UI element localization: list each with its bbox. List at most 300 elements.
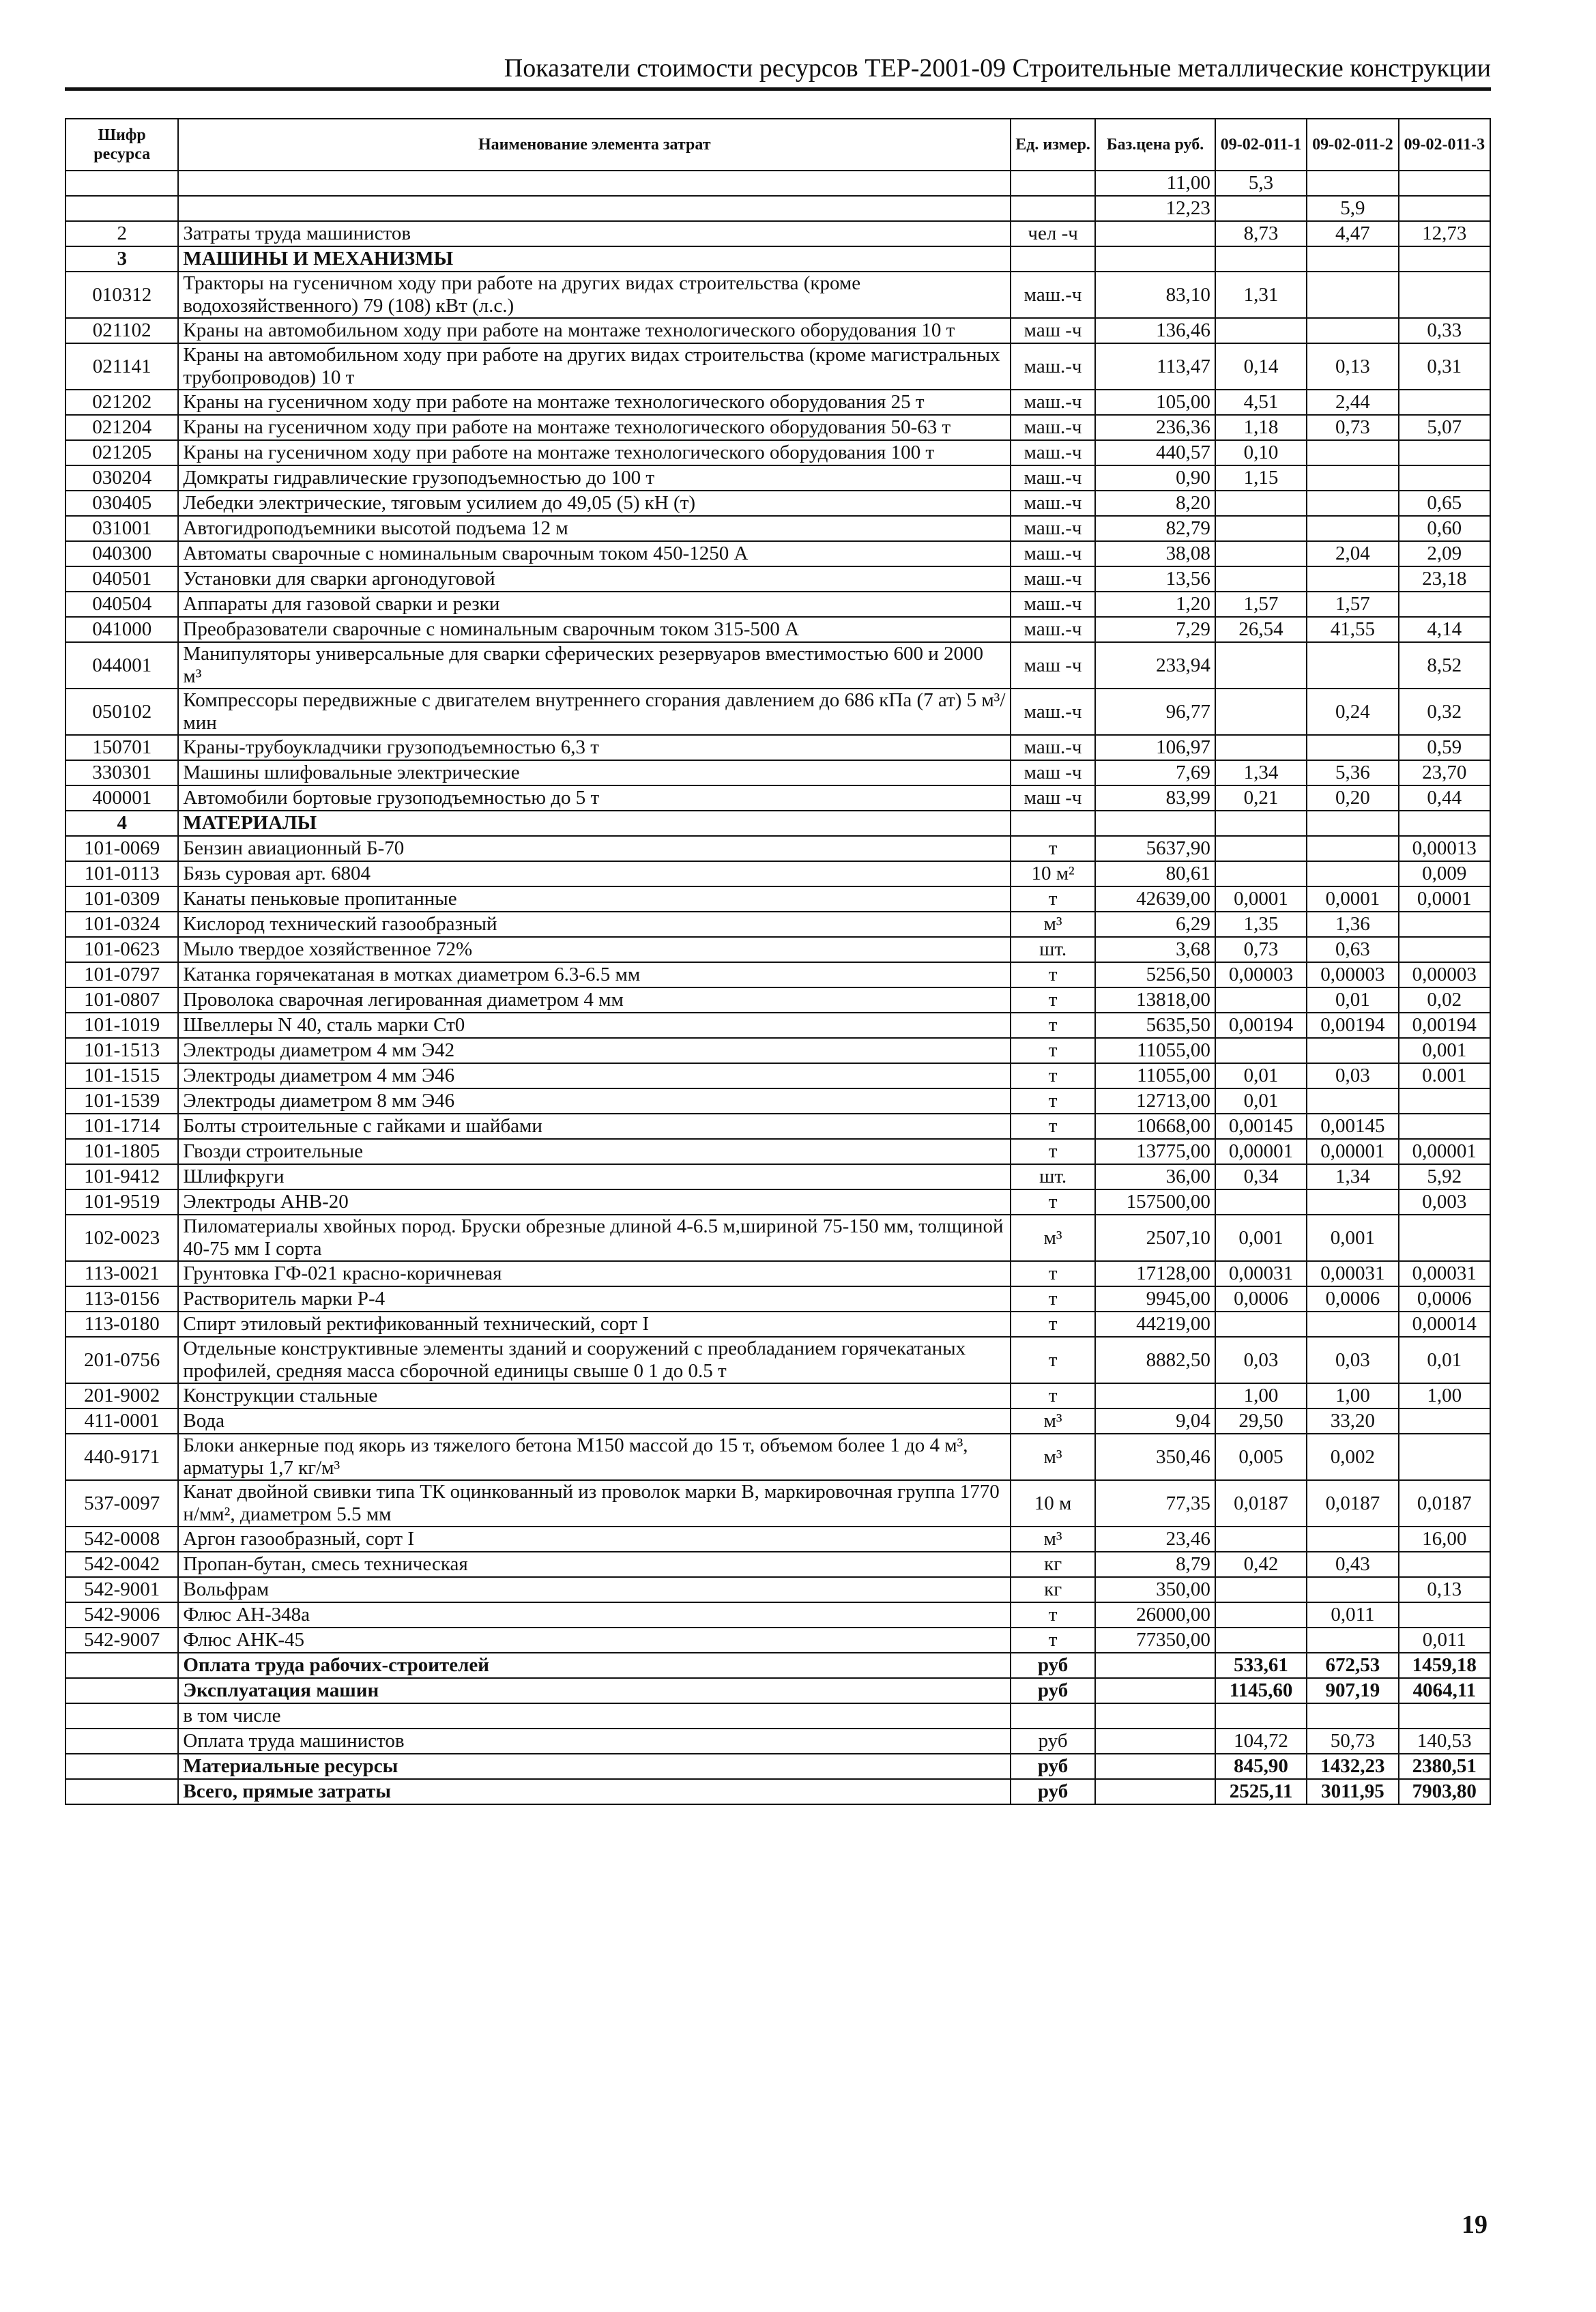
cell-code: 113-0021 [66, 1261, 178, 1286]
cell-unit: т [1011, 1013, 1095, 1038]
cell-col1: 0,03 [1215, 1337, 1307, 1383]
table-row [66, 1552, 1490, 1577]
cell-col1: 1,34 [1215, 760, 1307, 785]
cell-unit: маш.-ч [1011, 516, 1095, 541]
cell-col2 [1307, 811, 1398, 836]
table-row [66, 836, 1490, 861]
cell-col1: 0,00031 [1215, 1261, 1307, 1286]
cell-code: 101-0309 [66, 886, 178, 912]
cell-code: 150701 [66, 735, 178, 760]
cell-code [66, 1754, 178, 1779]
cell-base-price: 83,99 [1095, 785, 1215, 811]
header-col2: 09-02-011-2 [1307, 119, 1398, 171]
cell-col3: 23,18 [1399, 566, 1490, 592]
cell-name: Канаты пеньковые пропитанные [178, 886, 1011, 912]
cell-base-price: 23,46 [1095, 1527, 1215, 1552]
header-col1: 09-02-011-1 [1215, 119, 1307, 171]
cell-col3 [1399, 1215, 1490, 1261]
cell-code: 041000 [66, 617, 178, 642]
table-row [66, 886, 1490, 912]
cell-name: Шлифкруги [178, 1164, 1011, 1189]
cell-col3: 0,00001 [1399, 1139, 1490, 1164]
cell-code: 330301 [66, 760, 178, 785]
cell-unit: маш.-ч [1011, 343, 1095, 390]
cell-col3: 0,33 [1399, 318, 1490, 343]
cell-col2: 907,19 [1307, 1678, 1398, 1703]
table-row [66, 735, 1490, 760]
cell-col3 [1399, 196, 1490, 221]
cell-base-price: 82,79 [1095, 516, 1215, 541]
table-row [66, 1164, 1490, 1189]
cell-col1 [1215, 836, 1307, 861]
cell-col1: 29,50 [1215, 1408, 1307, 1434]
cell-base-price: 44219,00 [1095, 1312, 1215, 1337]
cell-col3: 0,44 [1399, 785, 1490, 811]
cell-col2: 0,24 [1307, 689, 1398, 735]
cell-code [66, 1779, 178, 1804]
cell-col2: 0,0187 [1307, 1480, 1398, 1527]
cell-col3: 0,0001 [1399, 886, 1490, 912]
cell-base-price: 83,10 [1095, 272, 1215, 318]
cell-code: 021141 [66, 343, 178, 390]
cell-col2 [1307, 1189, 1398, 1215]
cell-col2: 4,47 [1307, 221, 1398, 246]
cell-base-price [1095, 1678, 1215, 1703]
cell-col1: 0,14 [1215, 343, 1307, 390]
page-title: Показатели стоимости ресурсов ТЕР-2001-09 Строительные металлические конструкции [504, 54, 1491, 83]
cell-unit: руб [1011, 1678, 1095, 1703]
cell-name: Бензин авиационный Б-70 [178, 836, 1011, 861]
cell-base-price [1095, 811, 1215, 836]
cell-col1: 0,73 [1215, 937, 1307, 962]
cell-col2: 5,9 [1307, 196, 1398, 221]
cell-code: 101-1513 [66, 1038, 178, 1063]
cell-col3: 2380,51 [1399, 1754, 1490, 1779]
cell-col1 [1215, 246, 1307, 272]
cell-name [178, 196, 1011, 221]
table-row [66, 516, 1490, 541]
cell-unit: маш.-ч [1011, 272, 1095, 318]
table-row [66, 566, 1490, 592]
cell-col2 [1307, 318, 1398, 343]
cell-base-price: 3,68 [1095, 937, 1215, 962]
cell-name: Краны на гусеничном ходу при работе на монтаже технологического оборудования 25 т [178, 390, 1011, 415]
cell-unit: руб [1011, 1729, 1095, 1754]
cell-col2: 5,36 [1307, 760, 1398, 785]
table-row [66, 1189, 1490, 1215]
cell-unit: 10 м² [1011, 861, 1095, 886]
total-row [66, 1779, 1490, 1804]
cell-col1 [1215, 735, 1307, 760]
cell-unit: маш.-ч [1011, 689, 1095, 735]
cell-col2 [1307, 642, 1398, 689]
table-row [66, 1038, 1490, 1063]
cell-code: 021202 [66, 390, 178, 415]
cell-unit: т [1011, 836, 1095, 861]
header-col3: 09-02-011-3 [1399, 119, 1490, 171]
cell-base-price: 13775,00 [1095, 1139, 1215, 1164]
cell-unit: т [1011, 1139, 1095, 1164]
cell-base-price: 12,23 [1095, 196, 1215, 221]
cell-col3: 0,60 [1399, 516, 1490, 541]
table-row [66, 689, 1490, 735]
cell-code: 101-9412 [66, 1164, 178, 1189]
cell-unit: т [1011, 1088, 1095, 1114]
cell-code [66, 1729, 178, 1754]
cell-col2 [1307, 246, 1398, 272]
cell-base-price: 113,47 [1095, 343, 1215, 390]
cell-col3: 16,00 [1399, 1527, 1490, 1552]
cell-col3 [1399, 1114, 1490, 1139]
cell-col2: 3011,95 [1307, 1779, 1398, 1804]
cell-code: 542-0042 [66, 1552, 178, 1577]
cell-unit: маш.-ч [1011, 566, 1095, 592]
cell-name: Оплата труда рабочих-строителей [178, 1653, 1011, 1678]
table-row [66, 221, 1490, 246]
cell-unit: чел -ч [1011, 221, 1095, 246]
cell-unit: маш.-ч [1011, 440, 1095, 465]
table-row [66, 1063, 1490, 1088]
table-row [66, 343, 1490, 390]
cell-col3 [1399, 1434, 1490, 1480]
cell-unit: маш.-ч [1011, 592, 1095, 617]
cell-name: Гвозди строительные [178, 1139, 1011, 1164]
cell-code: 101-0324 [66, 912, 178, 937]
table-row [66, 1139, 1490, 1164]
cell-base-price: 11,00 [1095, 171, 1215, 196]
table-row [66, 318, 1490, 343]
cell-name: Мыло твердое хозяйственное 72% [178, 937, 1011, 962]
cell-col2 [1307, 1703, 1398, 1729]
cell-base-price: 7,69 [1095, 760, 1215, 785]
cell-code: 040300 [66, 541, 178, 566]
cell-name: Катанка горячекатаная в мотках диаметром 6.3-6.5 мм [178, 962, 1011, 987]
cell-base-price [1095, 1703, 1215, 1729]
cell-code: 050102 [66, 689, 178, 735]
cell-name: Блоки анкерные под якорь из тяжелого бетона М150 массой до 15 т, объемом более 1 до 4 м³, арматуры 1,7 кг/м³ [178, 1434, 1011, 1480]
cell-col2 [1307, 171, 1398, 196]
cell-col2 [1307, 491, 1398, 516]
table-row [66, 1337, 1490, 1383]
cell-name: Вольфрам [178, 1577, 1011, 1602]
cell-code: 411-0001 [66, 1408, 178, 1434]
cell-col1 [1215, 861, 1307, 886]
page-number: 19 [1462, 2210, 1488, 2239]
cell-col2: 0,0001 [1307, 886, 1398, 912]
cell-base-price [1095, 1383, 1215, 1408]
table-header-row [66, 119, 1490, 171]
cell-base-price: 26000,00 [1095, 1602, 1215, 1628]
cell-col3: 140,53 [1399, 1729, 1490, 1754]
cell-code: 044001 [66, 642, 178, 689]
cell-unit: м³ [1011, 1215, 1095, 1261]
cell-code: 030204 [66, 465, 178, 491]
cell-col3: 0,00031 [1399, 1261, 1490, 1286]
table-row [66, 390, 1490, 415]
cell-code [66, 171, 178, 196]
cell-col2: 0,03 [1307, 1063, 1398, 1088]
cell-name: Вода [178, 1408, 1011, 1434]
cell-col2 [1307, 1577, 1398, 1602]
cell-code: 101-0797 [66, 962, 178, 987]
cell-base-price [1095, 1729, 1215, 1754]
table-row [66, 491, 1490, 516]
cell-col2: 1,36 [1307, 912, 1398, 937]
header-code: Шифр ресурса [66, 119, 178, 171]
title-rule [65, 87, 1491, 91]
cell-code: 021205 [66, 440, 178, 465]
table-row [66, 465, 1490, 491]
cell-code: 101-1515 [66, 1063, 178, 1088]
cell-base-price: 8,79 [1095, 1552, 1215, 1577]
cell-name: Проволока сварочная легированная диаметром 4 мм [178, 987, 1011, 1013]
cell-col1: 0,0001 [1215, 886, 1307, 912]
cell-col1: 1,35 [1215, 912, 1307, 937]
cell-unit [1011, 1703, 1095, 1729]
cell-unit: шт. [1011, 937, 1095, 962]
cell-base-price: 80,61 [1095, 861, 1215, 886]
cell-unit: руб [1011, 1754, 1095, 1779]
cell-name: Оплата труда машинистов [178, 1729, 1011, 1754]
cell-name: Кислород технический газообразный [178, 912, 1011, 937]
cell-base-price: 106,97 [1095, 735, 1215, 760]
cell-code: 101-0069 [66, 836, 178, 861]
cell-code: 400001 [66, 785, 178, 811]
cell-col3 [1399, 1408, 1490, 1434]
cell-name: Установки для сварки аргонодуговой [178, 566, 1011, 592]
cell-code: 031001 [66, 516, 178, 541]
cell-col2: 2,44 [1307, 390, 1398, 415]
table-row [66, 1480, 1490, 1527]
cell-name: Флюс АН-348а [178, 1602, 1011, 1628]
table-row [66, 415, 1490, 440]
table-row [66, 1434, 1490, 1480]
cell-col2 [1307, 516, 1398, 541]
cell-col1 [1215, 196, 1307, 221]
cell-name: Домкраты гидравлические грузоподъемностью до 100 т [178, 465, 1011, 491]
cell-col2 [1307, 272, 1398, 318]
cell-base-price: 350,46 [1095, 1434, 1215, 1480]
cell-col3 [1399, 811, 1490, 836]
cell-code: 542-0008 [66, 1527, 178, 1552]
table-row [66, 1013, 1490, 1038]
cell-unit: т [1011, 1383, 1095, 1408]
cell-name: Машины шлифовальные электрические [178, 760, 1011, 785]
table-row [66, 440, 1490, 465]
cell-col2: 1,57 [1307, 592, 1398, 617]
cell-col3 [1399, 1088, 1490, 1114]
cell-col1: 4,51 [1215, 390, 1307, 415]
cell-base-price: 5635,50 [1095, 1013, 1215, 1038]
cell-code [66, 1678, 178, 1703]
cell-unit: м³ [1011, 1527, 1095, 1552]
cell-col3 [1399, 592, 1490, 617]
cell-code: 101-1805 [66, 1139, 178, 1164]
table-row [66, 1527, 1490, 1552]
cell-col1 [1215, 318, 1307, 343]
cell-unit: руб [1011, 1653, 1095, 1678]
cell-name: Краны на гусеничном ходу при работе на монтаже технологического оборудования 100 т [178, 440, 1011, 465]
cell-col1: 1,00 [1215, 1383, 1307, 1408]
cell-code [66, 196, 178, 221]
cell-col3: 5,07 [1399, 415, 1490, 440]
cell-name: Электроды диаметром 4 мм Э46 [178, 1063, 1011, 1088]
cell-name: Затраты труда машинистов [178, 221, 1011, 246]
cell-name: Растворитель марки Р-4 [178, 1286, 1011, 1312]
cell-unit: т [1011, 987, 1095, 1013]
cell-name: Краны на автомобильном ходу при работе на монтаже технологического оборудования 10 т [178, 318, 1011, 343]
cell-name: Спирт этиловый ректификованный технический, сорт I [178, 1312, 1011, 1337]
cell-base-price: 7,29 [1095, 617, 1215, 642]
cell-col2: 0,00145 [1307, 1114, 1398, 1139]
cell-col2: 2,04 [1307, 541, 1398, 566]
cell-col1: 0,00001 [1215, 1139, 1307, 1164]
cell-name: Электроды диаметром 8 мм Э46 [178, 1088, 1011, 1114]
cell-col1 [1215, 987, 1307, 1013]
cell-unit: маш.-ч [1011, 617, 1095, 642]
cell-col2: 1,00 [1307, 1383, 1398, 1408]
cell-code: 030405 [66, 491, 178, 516]
cell-col1: 0,0187 [1215, 1480, 1307, 1527]
cell-col3 [1399, 272, 1490, 318]
cell-col2: 0,03 [1307, 1337, 1398, 1383]
cell-code: 010312 [66, 272, 178, 318]
cell-col3: 0,0006 [1399, 1286, 1490, 1312]
cell-col1 [1215, 1577, 1307, 1602]
cell-unit: маш -ч [1011, 785, 1095, 811]
cell-col2: 0,001 [1307, 1215, 1398, 1261]
cell-base-price: 13,56 [1095, 566, 1215, 592]
cell-col2: 0,00031 [1307, 1261, 1398, 1286]
cell-col1 [1215, 566, 1307, 592]
cell-unit: маш.-ч [1011, 465, 1095, 491]
cell-col1: 2525,11 [1215, 1779, 1307, 1804]
table-row [66, 785, 1490, 811]
table-row [66, 642, 1490, 689]
cell-col1: 1,31 [1215, 272, 1307, 318]
cell-col3: 0,65 [1399, 491, 1490, 516]
cell-col3: 23,70 [1399, 760, 1490, 785]
cell-unit: шт. [1011, 1164, 1095, 1189]
cell-col1: 1,15 [1215, 465, 1307, 491]
cell-base-price [1095, 1754, 1215, 1779]
table-body [66, 171, 1490, 1804]
cell-col3: 8,52 [1399, 642, 1490, 689]
table-row [66, 937, 1490, 962]
cell-name: Материальные ресурсы [178, 1754, 1011, 1779]
cell-unit: м³ [1011, 1408, 1095, 1434]
cell-col2: 0,002 [1307, 1434, 1398, 1480]
cell-col1: 0,42 [1215, 1552, 1307, 1577]
cell-base-price: 11055,00 [1095, 1063, 1215, 1088]
cell-col2: 50,73 [1307, 1729, 1398, 1754]
cell-unit [1011, 196, 1095, 221]
cell-col2 [1307, 1628, 1398, 1653]
cell-code: 113-0156 [66, 1286, 178, 1312]
cell-col1 [1215, 642, 1307, 689]
cell-col3: 0,00013 [1399, 836, 1490, 861]
cell-col3: 7903,80 [1399, 1779, 1490, 1804]
cell-col1 [1215, 1312, 1307, 1337]
cell-col1 [1215, 541, 1307, 566]
cell-code: 101-1539 [66, 1088, 178, 1114]
total-row [66, 1653, 1490, 1678]
cell-unit: т [1011, 1063, 1095, 1088]
cell-col3: 4,14 [1399, 617, 1490, 642]
cell-code: 542-9006 [66, 1602, 178, 1628]
table-row [66, 987, 1490, 1013]
cell-name: Манипуляторы универсальные для сварки сферических резервуаров вместимостью 600 и 2000 м³ [178, 642, 1011, 689]
cell-base-price: 6,29 [1095, 912, 1215, 937]
cell-name: Лебедки электрические, тяговым усилием до 49,05 (5) кН (т) [178, 491, 1011, 516]
cell-col3 [1399, 171, 1490, 196]
cell-col1: 0,21 [1215, 785, 1307, 811]
cell-code: 113-0180 [66, 1312, 178, 1337]
cell-col3 [1399, 937, 1490, 962]
cell-name: Отдельные конструктивные элементы зданий и сооружений с преобладанием горячекатаных профилей, средняя масса сборочной единицы свыше 0 1 до 0.5 т [178, 1337, 1011, 1383]
cell-unit: т [1011, 1312, 1095, 1337]
cell-name: Электроды диаметром 4 мм Э42 [178, 1038, 1011, 1063]
cell-base-price: 9945,00 [1095, 1286, 1215, 1312]
cell-code: 4 [66, 811, 178, 836]
cell-base-price: 12713,00 [1095, 1088, 1215, 1114]
cell-col3: 0,00003 [1399, 962, 1490, 987]
cell-col2 [1307, 1527, 1398, 1552]
header-base-price: Баз.цена руб. [1095, 119, 1215, 171]
cell-col1: 0,0006 [1215, 1286, 1307, 1312]
cell-unit: т [1011, 1602, 1095, 1628]
cell-col2 [1307, 1038, 1398, 1063]
cell-col1: 0,01 [1215, 1088, 1307, 1114]
cell-unit: маш.-ч [1011, 491, 1095, 516]
table-row [66, 861, 1490, 886]
cell-unit: маш.-ч [1011, 415, 1095, 440]
section-row [66, 246, 1490, 272]
cell-base-price: 0,90 [1095, 465, 1215, 491]
cell-col2 [1307, 440, 1398, 465]
cell-col3: 1459,18 [1399, 1653, 1490, 1678]
cell-col1 [1215, 516, 1307, 541]
cell-name: Автомобили бортовые грузоподъемностью до 5 т [178, 785, 1011, 811]
total-row [66, 1754, 1490, 1779]
cell-base-price: 13818,00 [1095, 987, 1215, 1013]
cell-base-price [1095, 1779, 1215, 1804]
cell-base-price: 9,04 [1095, 1408, 1215, 1434]
cell-base-price: 17128,00 [1095, 1261, 1215, 1286]
cell-unit: т [1011, 886, 1095, 912]
cell-col1: 8,73 [1215, 221, 1307, 246]
table-row [66, 1114, 1490, 1139]
cell-col2 [1307, 566, 1398, 592]
cell-code: 101-0807 [66, 987, 178, 1013]
cell-col2: 0,0006 [1307, 1286, 1398, 1312]
cell-unit: т [1011, 1189, 1095, 1215]
table-row [66, 760, 1490, 785]
cell-col1: 0,01 [1215, 1063, 1307, 1088]
cell-base-price: 11055,00 [1095, 1038, 1215, 1063]
table-row [66, 1602, 1490, 1628]
cell-name: Всего, прямые затраты [178, 1779, 1011, 1804]
cell-col2: 0,43 [1307, 1552, 1398, 1577]
table-row [66, 1261, 1490, 1286]
cell-name: Компрессоры передвижные с двигателем внутреннего сгорания давлением до 686 кПа (7 ат) 5 м³/мин [178, 689, 1011, 735]
cell-col1: 1,18 [1215, 415, 1307, 440]
cell-col2: 0,13 [1307, 343, 1398, 390]
cell-name: МАТЕРИАЛЫ [178, 811, 1011, 836]
cell-unit: 10 м [1011, 1480, 1095, 1527]
header-name: Наименование элемента затрат [178, 119, 1011, 171]
cell-base-price [1095, 246, 1215, 272]
